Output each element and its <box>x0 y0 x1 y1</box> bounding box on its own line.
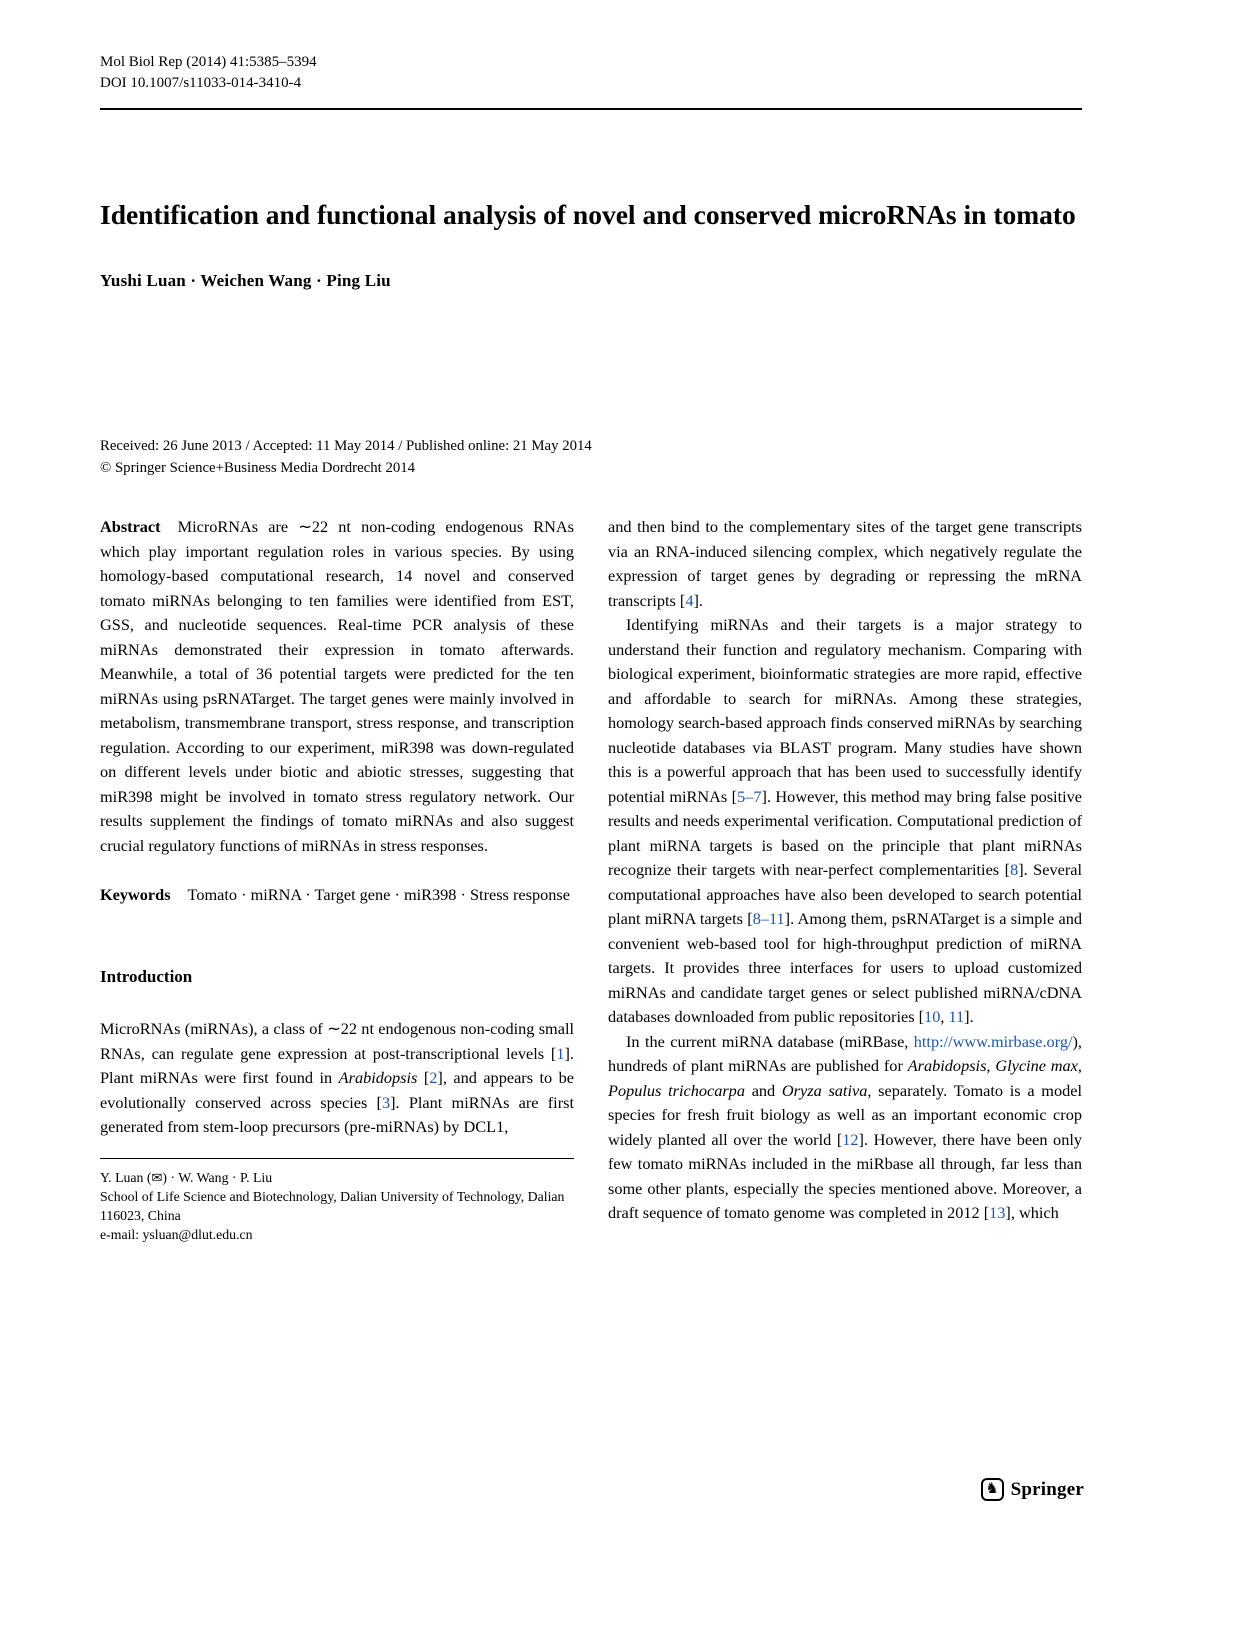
keywords-text: Tomato · miRNA · Target gene · miR398 · Stress response <box>187 885 570 904</box>
citation-link[interactable]: 4 <box>685 590 694 610</box>
authors-line: Yushi Luan · Weichen Wang · Ping Liu <box>100 271 391 290</box>
journal-doi: DOI 10.1007/s11033-014-3410-4 <box>100 75 302 91</box>
keywords-paragraph <box>100 883 574 908</box>
footnote-affiliation: School of Life Science and Biotechnology, Dalian University of Technology, Dalian 116023, China <box>100 1188 565 1223</box>
citation-link[interactable]: 10 <box>924 1007 941 1026</box>
abstract-label: Abstract <box>100 517 161 536</box>
copyright-line: © Springer Science+Business Media Dordrecht 2014 <box>100 459 416 476</box>
body-paragraph-mirbase: In the current miRNA database (miRBase, http://www.mirbase.org/), hundreds of plant miRNAs are published for Arabidopsis, Glycine max, Populus trichocarpa and Oryza sativa, separately. Tomato is a model species for fresh fruit biology as well as an important economic crop widely planted all over the world [12]. However, there have been only few tomato miRNAs included in the miRbase all through, far less than some other plants, especially the species mentioned above. Moreover, a draft sequence of tomato genome was completed in 2012 [13], which <box>608 1031 1083 1222</box>
body-paragraph-continuation: and then bind to the complementary sites of the target gene transcripts via an RNA-induced silencing complex, which negatively regulate the expression of target genes by degrading or repressing the mRNA transcripts [4]. <box>608 517 1082 610</box>
species-name-italic: Glycine max <box>995 1056 1078 1075</box>
citation-link[interactable]: 3 <box>381 1092 391 1112</box>
journal-header <box>100 0 1082 110</box>
species-name-italic: Populus trichocarpa <box>608 1080 745 1100</box>
citation-link[interactable]: 11 <box>948 1007 965 1026</box>
journal-citation: Mol Biol Rep (2014) 41:5385–5394 <box>100 54 317 70</box>
introduction-heading: Introduction <box>100 966 193 986</box>
citation-link[interactable]: 5–7 <box>737 786 762 806</box>
abstract-paragraph <box>100 515 574 858</box>
citation-link[interactable]: 8–11 <box>752 909 785 928</box>
column-right <box>608 515 1082 1226</box>
species-name-italic: Oryza sativa <box>781 1080 868 1100</box>
corresponding-author-envelope-icon: ✉ <box>151 1169 163 1185</box>
keywords-label: Keywords <box>100 885 171 904</box>
citation-link[interactable]: 8 <box>1010 860 1019 879</box>
two-column-body <box>100 515 1082 1244</box>
dates-line: Received: 26 June 2013 / Accepted: 11 May 2014 / Published online: 21 May 2014 <box>100 438 592 454</box>
body-paragraph-identifying: Identifying miRNAs and their targets is a major strategy to understand their function and regulatory mechanism. Comparing with biological experiment, bioinformatic strategies are more rapid, effective and affordable to search for miRNAs. Among these strategies, homology search-based approach finds conserved miRNAs by searching nucleotide databases via BLAST program. Many studies have shown this is a powerful approach that has been used to successfully identify potential miRNAs [5–7]. However, this method may bring false positive results and needs experimental verification. Computational prediction of plant miRNA targets is based on the principle that plant miRNAs recognize their targets with near-perfect complementarities [8]. Several computational approaches have also been developed to search potential plant miRNA targets [8–11]. Among them, psRNATarget is a simple and convenient web-based tool for high-throughput prediction of miRNA targets. It provides three interfaces for users to upload customized miRNAs and candidate target genes or select published miRNA/cDNA databases downloaded from public repositories [10, 11]. <box>608 615 1083 1026</box>
springer-horse-icon: ♞ <box>981 1478 1004 1501</box>
citation-link[interactable]: 13 <box>989 1203 1006 1222</box>
citation-link[interactable]: 12 <box>842 1129 859 1149</box>
citation-link[interactable]: 2 <box>429 1068 438 1087</box>
mirbase-url-link[interactable]: http://www.mirbase.org/ <box>913 1031 1073 1051</box>
article-title: Identification and functional analysis of novel and conserved microRNAs in tomato <box>100 199 1076 230</box>
species-name-italic: Arabidopsis <box>338 1068 418 1087</box>
footnote-authors: Y. Luan (✉) · W. Wang · P. Liu <box>100 1169 273 1185</box>
springer-wordmark: Springer <box>1010 1478 1084 1500</box>
paper-page <box>100 0 1082 1244</box>
footnote-block <box>100 1158 574 1244</box>
citation-link[interactable]: 1 <box>556 1043 565 1063</box>
introduction-paragraph-1: MicroRNAs (miRNAs), a class of ∼22 nt endogenous non-coding small RNAs, can regulate gene expression at post-transcriptional levels [1]. Plant miRNAs were first found in Arabidopsis [2], and appears to be evolutionally conserved across species [3]. Plant miRNAs are first generated from stem-loop precursors (pre-miRNAs) by DCL1, <box>100 1019 575 1136</box>
publication-info <box>100 436 1082 479</box>
header-rule <box>100 108 1082 110</box>
footnote-email: e-mail: ysluan@dlut.edu.cn <box>100 1226 253 1242</box>
column-left <box>100 515 574 1244</box>
abstract-text: MicroRNAs are ∼22 nt non-coding endogenous RNAs which play important regulation roles in various species. By using homology-based computational research, 14 novel and conserved tomato miRNAs belonging to ten families were identified from EST, GSS, and nucleotide sequences. Real-time PCR analysis of these miRNAs demonstrated their expression in tomato afterwards. Meanwhile, a total of 36 potential targets were predicted for the ten miRNAs using psRNATarget. The target genes were mainly involved in metabolism, transmembrane transport, stress response, and transcription regulation. According to our experiment, miR398 was down-regulated on different levels under biotic and abiotic stresses, suggesting that miR398 might be involved in tomato stress regulatory network. Our results supplement the findings of tomato miRNAs and also suggest crucial regulatory functions of miRNAs in stress responses. <box>100 517 574 855</box>
species-name-italic: Arabidopsis <box>907 1056 987 1075</box>
springer-logo <box>981 1478 1084 1501</box>
